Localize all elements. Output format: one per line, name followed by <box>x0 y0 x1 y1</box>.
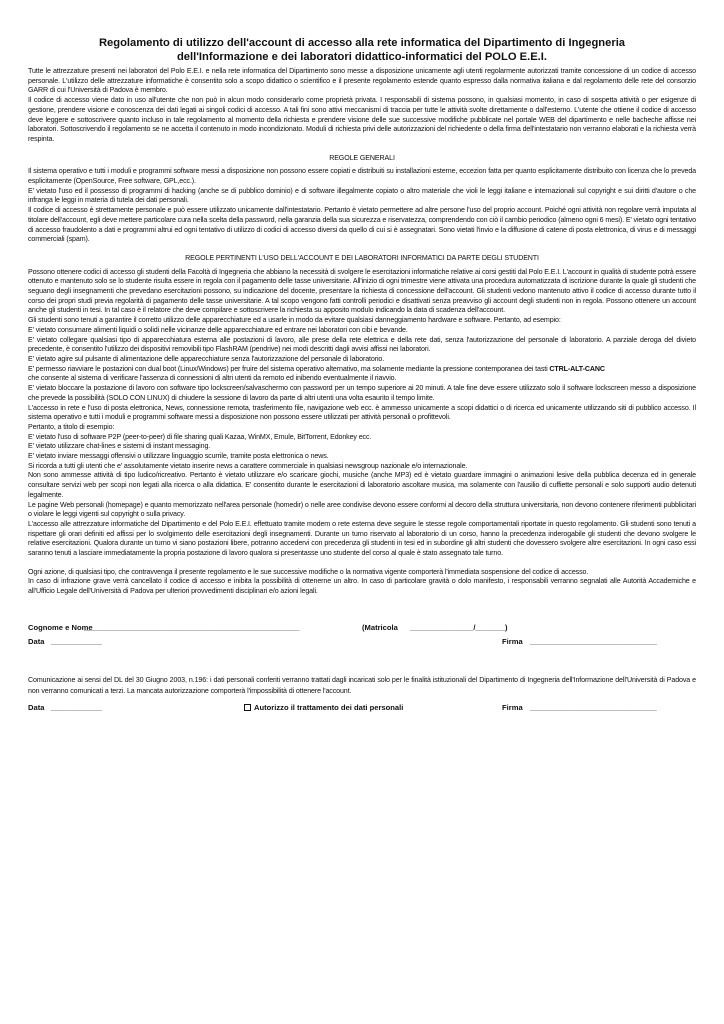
student-rule-paragraph: Possono ottenere codici di accesso gli studenti della Facoltà di Ingegneria che abbiano la necessità di svolgere le esercitazioni informatiche relative ai corsi gestiti dal Polo E.E.I. L'account in qualità di studente potrà essere ottenuto e mantenuto solo se lo studente risulta essere in regola con il pagamento delle tasse universitarie. All'inizio di ogni trimestre viene attivata una procedura automatizzata di iscrizione durante la quale gli studenti che seguano degli insegnamenti che prevedano esercitazioni possono, su indicazione del docente, presentare la richiesta di concessione dell'account. Gli studenti vedono mantenuto attivo il codice di accesso durante tutto il corso dei propri studi previa regolarità di pagamento delle tasse universitarie. A tal scopo vengono fatti controlli periodici e disattivati senza preavviso gli account degli studenti non in regola. Possono ottenere un account anche gli studenti in tesi. In tal caso è il relatore che deve compilare e sottoscrivere la richiesta su apposito modulo indicando la data di scadenza dell'account. <box>28 267 696 315</box>
matricola-field[interactable]: _______________/_______) <box>410 622 508 632</box>
student-rule-paragraph: Le pagine Web personali (homepage) e quanto memorizzato nell'area personale (homedir) o nelle aree condivise devono essere conformi al decoro della struttura universitaria, non devono contenere riferimenti pubblicitari o violare le leggi vigenti sul copyright o sulla privacy. <box>28 500 696 519</box>
document-body <box>28 67 696 597</box>
consent-date-field[interactable]: ____________ <box>51 702 102 712</box>
date-field[interactable]: ____________ <box>51 636 102 646</box>
student-rule-paragraph: E' vietato collegare qualsiasi tipo di apparecchiatura esterna alle postazioni di lavoro, alle prese della rete elettrica e della rete dati, senza l'autorizzazione del personale di laboratorio. A parziale deroga del divieto precedente, è consentito l'utilizzo dei dispositivi removibili tipo FlashRAM (pendrive) nei modi descritti dagli avvisi affissi nei laboratori. <box>28 335 696 354</box>
student-rules-heading: REGOLE PERTINENTI L'USO DELL'ACCOUNT E DEI LABORATORI INFORMATICI DA PARTE DEGLI STUDENTI <box>185 253 539 262</box>
closing-paragraph: Ogni azione, di qualsiasi tipo, che contravvenga il presente regolamento e le sue successive modifiche o la normativa vigente comporterà l'immediata sospensione del codice di accesso. <box>28 567 589 576</box>
signature-form <box>28 623 696 651</box>
signature-field[interactable]: ______________________________ <box>530 636 657 646</box>
consent-checkbox-group <box>244 703 403 712</box>
intro-paragraph: Il codice di accesso viene dato in uso all'utente che non può in alcun modo considerarlo come proprietà privata. I responsabili di sistema possono, in qualsiasi momento, in caso di sospetta attività o per esigenze di gestione, prendere visione e conoscenza dei dati legati ai singoli codici di accesso. A tali fini sono attivi meccanismi di traccia per tutte le attività svolte direttamente o dall'esterno. L'utente che ottiene il codice di accesso deve leggere e sottoscrivere quanto incluso in tale regolamento al momento della richiesta e prendere visione delle sue successive modifiche pubblicate nel portale WEB del dipartimento e nelle bacheche affisse nei laboratori. Sottoscrivendo il regolamento se ne accetta il contenuto in modo incondizionato. Moduli di richiesta privi delle autorizzazioni del richiedente o della firma dell'intestatario non verranno elaborati e la richiesta verrà respinta. <box>28 96 696 143</box>
consent-form <box>28 703 696 717</box>
general-rules-heading: REGOLE GENERALI <box>329 153 395 162</box>
document-title <box>28 36 696 64</box>
privacy-notice: Comunicazione ai sensi del DL del 30 Giugno 2003, n.196: i dati personali conferiti verranno trattati dagli incaricati solo per le finalità istituzionali del Dipartimento di Ingegneria dell'Informazione dell'Università di Padova e non verranno comunicati a terzi. La mancata autorizzazione comporterà l'impossibilità di ottenere l'account. <box>28 675 696 695</box>
student-rule-paragraph: E' vietato consumare alimenti liquidi o solidi nelle vicinanze delle apparecchiature ed entrare nei laboratori con cibi e bevande. <box>28 325 408 334</box>
student-rule-paragraph: E' vietato l'uso di software P2P (peer-to-peer) di file sharing quali Kazaa, WinMX, Emule, BitTorrent, Edonkey ecc. <box>28 432 372 441</box>
reboot-rule-text: E' permesso riavviare le postazioni con dual boot (Linux/Windows) per fruire del sistema operativo alternativo, ma solamente mediante la pressione contemporanea dei tasti <box>28 364 550 373</box>
consent-row <box>28 703 696 717</box>
date-label: Data <box>28 636 45 646</box>
student-rule-paragraph: E' vietato agire sul pulsante di alimentazione delle apparecchiature senza l'autorizzazione del personale di laboratorio. <box>28 354 385 363</box>
student-rule-paragraph: L'accesso in rete e l'uso di posta elettronica, News, connessione remota, trasferimento file, navigazione web ecc. è ammesso unicamente a scopi didattici o di ricerca ed unicamente utilizzando siti di pubblico accesso. Il sistema operativo e tutti i moduli e programmi software messi a disposizione non possono essere utilizzati per attività personali o profittevoli. <box>28 403 696 422</box>
consent-date-label: Data <box>28 702 45 712</box>
name-field[interactable]: ___________________________________________________ <box>84 622 300 632</box>
student-rule-paragraph: E' vietato bloccare la postazione di lavoro con software tipo lockscreen/salvaschermo con password per un tempo superiore ai 20 minuti. A tale fine deve essere utilizzato solo il software lockscreen messo a disposizione che prevede la possibilità (SOLO CON LINUX) di chiudere la sessione di lavoro da parte di altri utenti una volta esaurito il tempo limite. <box>28 384 696 402</box>
student-rule-paragraph: che consente al sistema di verificare l'assenza di connessioni di altri utenti da remoto ed inibendo eventualmente il riavvio. <box>28 374 397 383</box>
student-rule-paragraph: E' vietato utilizzare chat-lines e sistemi di instant messaging. <box>28 442 211 451</box>
signature-label: Firma <box>502 636 523 646</box>
student-rule-paragraph: L'accesso alle attrezzature informatiche del Dipartimento e del Polo E.E.I. effettuato tramite modem o rete esterna deve seguire le stesse regole comportamentali riportate in questo regolamento. Gli studenti sono tenuti a rispettare gli orari definiti ed affissi per lo svolgimento delle esercitazioni degli insegnamenti. Durante un turno riservato al laboratorio di un corso, hanno la precedenza inderogabile gli studenti che devono svolgere le relative esercitazioni. Qualora durante un turno vi siano postazioni libere, potranno accedervi con precedenza gli studenti in tesi ed in subordine gli altri studenti che dovessero svolgere altre esercitazioni. In ogni caso essi saranno tenuti a lasciare immediatamente la propria postazione di lavoro qualora si presentasse uno studente del corso al quale è stato assegnato tale turno. <box>28 519 696 558</box>
student-rule-paragraph <box>28 365 696 375</box>
date-signature-row <box>28 637 696 651</box>
consent-signature-label: Firma <box>502 702 523 712</box>
student-rule-paragraph: Si ricorda a tutti gli utenti che e' assolutamente vietato inserire news a carattere commerciale in qualsiasi newsgroup nazionale e/o internazionale. <box>28 461 468 470</box>
consent-checkbox-label: Autorizzo il trattamento dei dati personali <box>254 702 404 712</box>
consent-signature-field[interactable]: ______________________________ <box>530 702 657 712</box>
closing-paragraph: In caso di infrazione grave verrà cancellato il codice di accesso e inibita la possibilità di ottenerne un altro. In caso di particolare gravità o dolo manifesto, i responsabili verranno segnalati alle Autorità Accademiche e all'Ufficio Legale dell'Università di Padova per ulteriori provvedimenti disciplinari e/o azioni legali. <box>28 577 696 596</box>
general-rule-paragraph: E' vietato l'uso ed il possesso di programmi di hacking (anche se di pubblico dominio) e di software illegalmente copiato o altro materiale che violi le leggi italiane e internazionali sul copyright e sui diritti d'autore o che infranga le leggi in materia di tutela dei dati personali. <box>28 186 696 205</box>
student-rule-paragraph: Pertanto, a titolo di esempio: <box>28 422 115 431</box>
general-rule-paragraph: Il codice di accesso è strettamente personale e può essere utilizzato unicamente dall'intestatario. Pertanto è vietato permettere ad altre persone l'uso del proprio account. Poiché ogni attività non regolare verrà imputata al titolare dell'account, egli deve mettere particolare cura nella scelta della password, nella garanzia della sua sicurezza e riservatezza, comprendendo con ciò il cambio periodico (almeno ogni 6 mesi). E' vietato ogni tentativo di accesso fraudolento a dati e programmi altrui ed ogni tentativo di utilizzo di codici di accesso diversi da quello di cui si è assegnatari. Sono vietati l'invio e la diffusione di catene di posta elettronica, di virus e di messaggi commerciali (spam). <box>28 206 696 244</box>
title-line-2: dell'Informazione e dei laboratori didattico-informatici del POLO E.E.I. <box>176 51 548 63</box>
consent-checkbox[interactable] <box>244 704 251 711</box>
student-rule-paragraph: Non sono ammesse attività di tipo ludico/ricreativo. Pertanto è vietato utilizzare e/o scaricare giochi, musiche (anche MP3) ed è vietato guardare immagini o animazioni lesive della pubblica decenza ed in generale consultare servizi web per scopi non legati alla ricerca o alla didattica. E' consentito durante le esercitazioni di laboratorio ascoltare musica, ma solamente con l'ausilio di cuffiette personali e solo supporti audio detenuti legalmente. <box>28 471 696 499</box>
reboot-keys: CTRL-ALT-CANC <box>549 364 605 373</box>
title-line-1: Regolamento di utilizzo dell'account di accesso alla rete informatica del Dipartimento di Ingegneria <box>98 37 626 49</box>
intro-paragraph: Tutte le attrezzature presenti nei laboratori del Polo E.E.I. e nella rete informatica del Dipartimento sono messe a disposizione unicamente agli utenti regolarmente autorizzati tramite concessione di un codice di accesso personale. L'utilizzo delle attrezzature informatiche è consentito solo a scopo didattico o scientifico e il presente regolamento estende quanto espresso dalla normativa italiana e dal regolamento delle rete del consorzio GARR di cui l'Università di Padova è membro. <box>28 67 696 95</box>
student-rule-paragraph: Gli studenti sono tenuti a garantire il corretto utilizzo delle apparecchiature ed a usarle in modo da evitare qualsiasi danneggiamento hardware e software. Pertanto, ad esempio: <box>28 316 561 325</box>
general-rule-paragraph: Il sistema operativo e tutti i moduli e programmi software messi a disposizione non possono essere copiati e distribuiti su installazioni esterne, eccezion fatta per quanto esplicitamente distribuito con licenza che lo preveda esplicitamente (OpenSource, Free software, GPL,ecc.). <box>28 167 696 186</box>
matricola-label: (Matricola <box>362 622 398 632</box>
student-rule-paragraph: E' vietato inviare messaggi offensivi o utilizzare linguaggio scurrile, tramite posta elettronica o news. <box>28 452 329 461</box>
name-label: Cognome e Nome <box>28 622 93 632</box>
name-row <box>28 623 696 637</box>
